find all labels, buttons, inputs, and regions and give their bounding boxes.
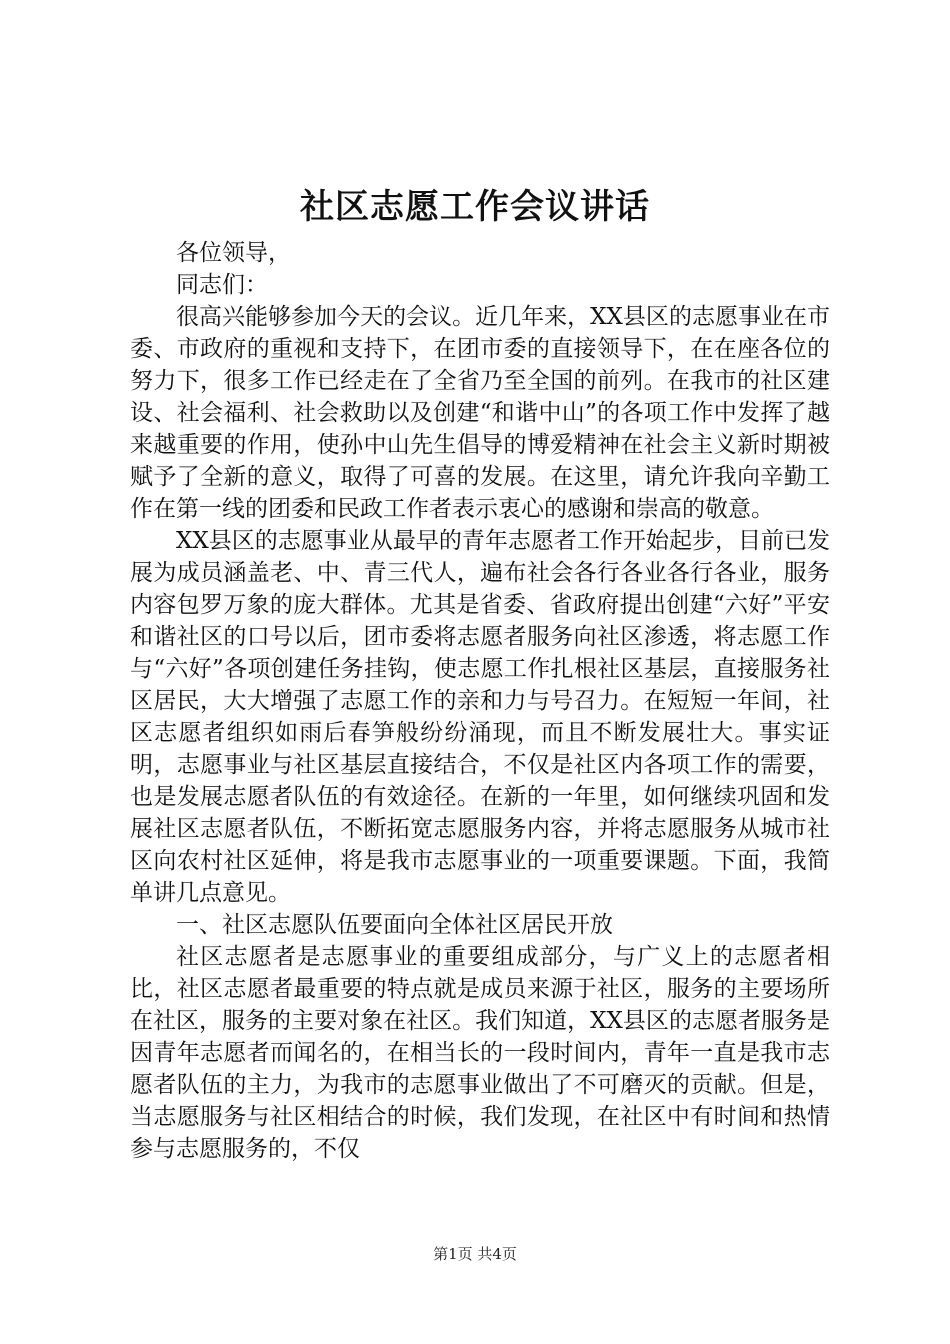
salutation-comrades: 同志们： [176, 272, 268, 298]
salutation-leaders: 各位领导， [176, 240, 291, 266]
page-number: 第1页 共4页 [433, 1245, 517, 1263]
section-heading-1: 一、社区志愿队伍要面向全体社区居民开放 [176, 912, 613, 938]
document-body [130, 237, 830, 1165]
paragraph-community-volunteers: 社区志愿者是志愿事业的重要组成部分，与广义上的志愿者相比，社区志愿者最重要的特点就是成员来源于社区，服务的主要场所在社区，服务的主要对象在社区。我们知道，XX县区的志愿者服务是因青年志愿者而闻名的，在相当长的一段时间内，青年一直是我市志愿者队伍的主力，为我市的志愿事业做出了不可磨灭的贡献。但是，当志愿服务与社区相结合的时候，我们发现，在社区中有时间和热情参与志愿服务的，不仅 [130, 944, 830, 1162]
paragraph-intro: 很高兴能够参加今天的会议。近几年来，XX县区的志愿事业在市委、市政府的重视和支持下，在团市委的直接领导下，在在座各位的努力下，很多工作已经走在了全省乃至全国的前列。在我市的社区建设、社会福利、社会救助以及创建“和谐中山”的各项工作中发挥了越来越重要的作用，使孙中山先生倡导的博爱精神在社会主义新时期被赋予了全新的意义，取得了可喜的发展。在这里，请允许我向辛勤工作在第一线的团委和民政工作者表示衷心的感谢和崇高的敬意。 [130, 304, 830, 522]
paragraph-development: XX县区的志愿事业从最早的青年志愿者工作开始起步，目前已发展为成员涵盖老、中、青三代人，遍布社会各行各业各行各业，服务内容包罗万象的庞大群体。尤其是省委、省政府提出创建“六好”平安和谐社区的口号以后，团市委将志愿者服务向社区渗透，将志愿工作与“六好”各项创建任务挂钩，使志愿工作扎根社区基层，直接服务社区居民，大大增强了志愿工作的亲和力与号召力。在短短一年间，社区志愿者组织如雨后春笋般纷纷涌现，而且不断发展壮大。事实证明，志愿事业与社区基层直接结合，不仅是社区内各项工作的需要，也是发展志愿者队伍的有效途径。在新的一年里，如何继续巩固和发展社区志愿者队伍，不断拓宽志愿服务内容，并将志愿服务从城市社区向农村社区延伸，将是我市志愿事业的一项重要课题。下面，我简单讲几点意见。 [130, 528, 830, 906]
page-title: 社区志愿工作会议讲话 [300, 187, 650, 227]
